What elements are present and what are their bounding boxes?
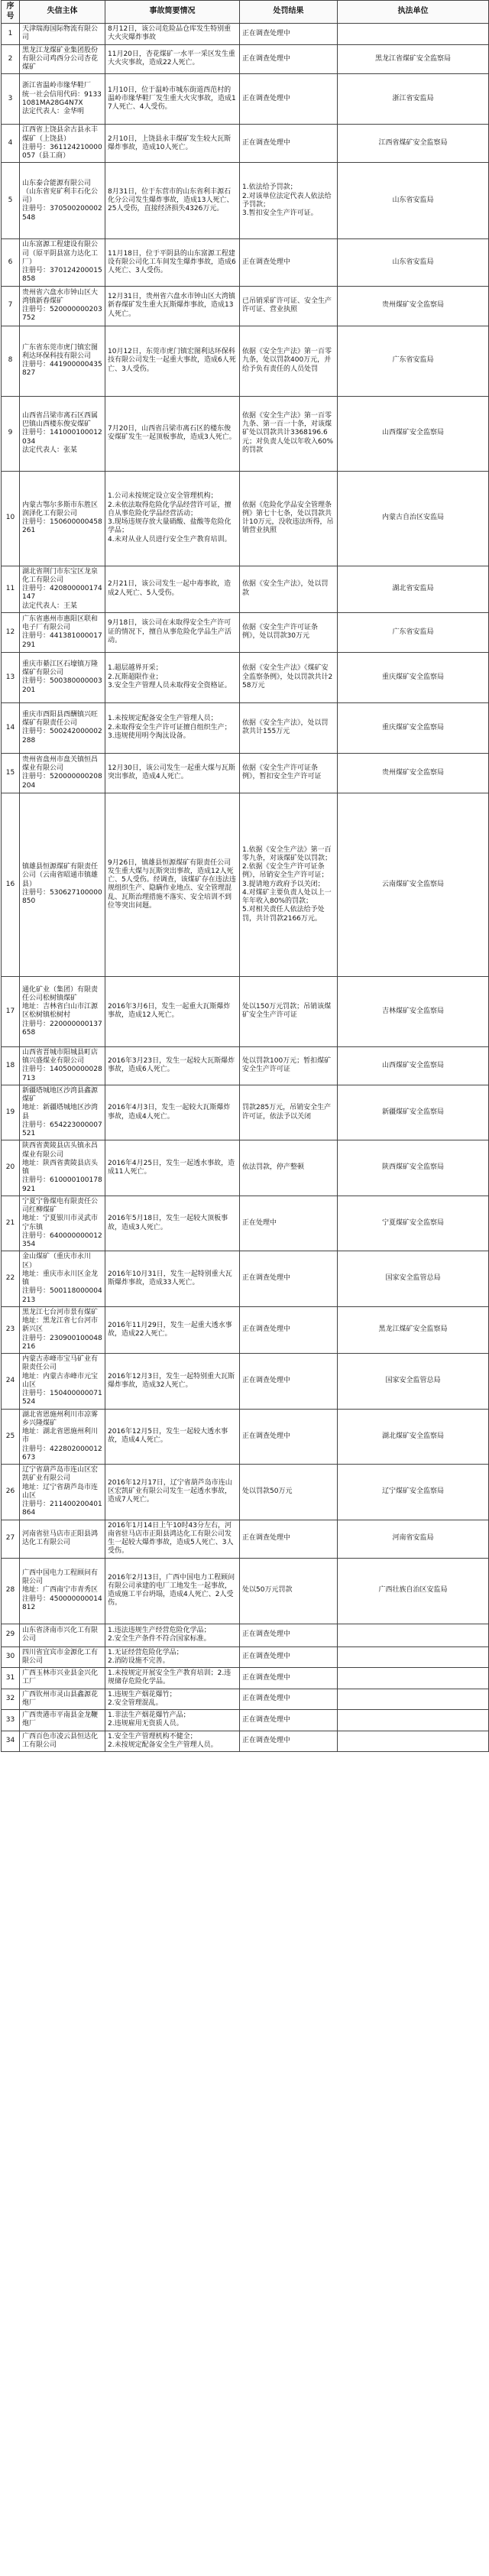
header-incident: 事故简要情况 [105,1,240,24]
row-incident: 1.安全生产管理机构不健全； 2.未按规定配备安全生产管理人员。 [105,1731,240,1752]
row-seq: 7 [2,286,20,326]
table-row [2,286,489,326]
row-subject: 贵州省六盘水市钟山区大湾镇新春煤矿 注册号：520000000203752 [20,286,105,326]
row-result: 1.依据《安全生产法》第一百零九条，对该煤矿处以罚款； 2.依据《安全生产许可证条例》，吊销安全生产许可证； 3.提请地方政府予以关闭； 4.对煤矿主要负责人处以上一年年收入80%的罚款； 5.对相关责任人依法给予处罚，共计罚款2166万元。 [240,793,338,976]
row-incident: 2016年11月29日，发生一起重大透水事故，造成22人死亡。 [105,1306,240,1353]
row-incident: 2月21日，该公司发生一起中毒事故，造成2人死亡、5人受伤。 [105,566,240,612]
row-result: 依据《安全生产许可证条例》，处以罚款30万元 [240,612,338,652]
row-result: 罚款285万元，吊销安全生产许可证，依法予以关闭 [240,1085,338,1140]
row-subject: 广东省东莞市虎门镇宏图利达环保科技有限公司 注册号：441900000435827 [20,326,105,396]
row-result: 处以罚款50万元 [240,1465,338,1520]
row-agency [338,24,489,45]
table-row [2,1465,489,1520]
table-row [2,1046,489,1085]
row-seq: 23 [2,1306,20,1353]
row-result: 正在调查处理中 [240,1731,338,1752]
table-row [2,44,489,74]
row-seq: 21 [2,1196,20,1251]
header-result: 处罚结果 [240,1,338,24]
row-subject: 内蒙古鄂尔多斯市东胜区润泽化工有限公司 注册号：150600000458261 [20,471,105,566]
row-seq: 2 [2,44,20,74]
row-subject: 广东省惠州市惠阳区联和电子厂有限公司 注册号：441381000017291 [20,612,105,652]
table-row [2,326,489,396]
row-incident: 2016年2月13日，广西中国电力工程顾问有限公司承建的电厂工地发生一起事故，造成施工平台坍塌，造成4人死亡、2人受伤。 [105,1558,240,1624]
row-subject: 浙江省温岭市缘华鞋厂 统一社会信用代码：91331081MA28G4N7X 法定代表人：金华明 [20,74,105,125]
row-seq: 29 [2,1624,20,1646]
table-body [2,24,489,1752]
row-subject: 宁夏宁鲁煤电有限责任公司红柳煤矿 地址：宁夏银川市灵武市宁东镇 注册号：640000000012354 [20,1196,105,1251]
row-seq: 24 [2,1354,20,1410]
row-subject: 四川省宜宾市金源化工有限公司 [20,1646,105,1668]
row-agency [338,1710,489,1731]
row-incident: 2016年12月17日，辽宁省葫芦岛市连山区宏凯矿业有限公司发生一起透水事故，造成7人死亡。 [105,1465,240,1520]
row-agency: 山东省安监局 [338,239,489,286]
row-incident: 9月26日，镇雄县恒源煤矿有限责任公司发生重大煤与瓦斯突出事故，造成12人死亡、5人受伤。经调查，该煤矿存在违法违规组织生产、隐瞒作业地点、安全管理混乱、瓦斯治理措施不落实、安全培训不到位等突出问题。 [105,793,240,976]
row-result: 正在调查处理中 [240,1646,338,1668]
table-row [2,1196,489,1251]
row-agency: 广西壮族自治区安监局 [338,1558,489,1624]
row-incident: 2016年3月23日，发生一起较大瓦斯爆炸事故，造成6人死亡。 [105,1046,240,1085]
row-result: 依据《安全生产法》《煤矿安全监察条例》，处以罚款共计258万元 [240,652,338,702]
table-row [2,24,489,45]
row-seq: 14 [2,702,20,753]
row-agency: 山西煤矿安全监察局 [338,1046,489,1085]
row-seq: 22 [2,1251,20,1307]
row-seq: 8 [2,326,20,396]
row-seq: 9 [2,396,20,471]
row-result: 正在调查处理中 [240,1624,338,1646]
row-subject: 山东富源工程建设有限公司（原平阴县富力达化工厂） 注册号：370124200015858 [20,239,105,286]
row-subject: 广西贵港市平南县金龙鞭炮厂 [20,1710,105,1731]
row-incident: 1.违法违规生产经营危险化学品； 2.安全生产条件不符合国家标准。 [105,1624,240,1646]
table-row [2,1520,489,1558]
row-incident: 1.公司未按规定设立安全管理机构； 2.未依法取得危险化学品经营许可证，擅自从事危险化学品经营活动； 3.现场违规存放大量硝酸、盐酸等危险化学品； 4.未对从业人员进行安全生产教育培训。 [105,471,240,566]
row-seq: 19 [2,1085,20,1140]
row-subject: 镇雄县恒源煤矿有限责任公司（云南省昭通市镇雄县） 注册号：530627100000850 [20,793,105,976]
row-subject: 通化矿业（集团）有限责任公司松树镇煤矿 地址：吉林省白山市江源区松树镇松树村 注册号：220000000137658 [20,976,105,1046]
row-incident: 8月31日，位于东营市的山东省利丰源石化分公司发生爆炸事故，造成13人死亡、25人受伤，直接经济损失4326万元。 [105,163,240,239]
row-subject: 广西钦州市灵山县鑫源花炮厂 [20,1689,105,1710]
row-seq: 1 [2,24,20,45]
row-seq: 12 [2,612,20,652]
row-result: 依据《安全生产许可证条例》，暂扣安全生产许可证 [240,753,338,793]
row-agency: 新疆煤矿安全监察局 [338,1085,489,1140]
row-agency: 吉林煤矿安全监察局 [338,976,489,1046]
row-result: 正在调查处理中 [240,1710,338,1731]
document-page [1,0,488,1752]
row-seq: 11 [2,566,20,612]
row-agency: 贵州煤矿安全监察局 [338,286,489,326]
row-incident: 2016年3月6日，发生一起重大瓦斯爆炸事故，造成12人死亡。 [105,976,240,1046]
row-seq: 10 [2,471,20,566]
row-incident: 2016年4月25日，发生一起透水事故，造成11人死亡。 [105,1140,240,1196]
row-subject: 辽宁省葫芦岛市连山区宏凯矿业有限公司 地址：辽宁省葫芦岛市连山区 注册号：211400200401864 [20,1465,105,1520]
row-agency: 内蒙古自治区安监局 [338,471,489,566]
row-seq: 28 [2,1558,20,1624]
row-result: 依据《危险化学品安全管理条例》第七十七条，处以罚款共计10万元，没收违法所得，吊销营业执照 [240,471,338,566]
row-subject: 黑龙江七台河市景有煤矿 地址：黑龙江省七台河市新兴区 注册号：230900100048216 [20,1306,105,1353]
row-agency: 湖北煤矿安全监察局 [338,1409,489,1465]
row-incident: 11月18日，位于平阴县的山东富源工程建设有限公司化工车间发生爆炸事故，造成6人死亡、3人受伤。 [105,239,240,286]
dishonest-entities-table [1,0,489,1752]
row-result: 正在调查处理中 [240,1668,338,1689]
row-subject: 山东省济南市兴化工有限公司 [20,1624,105,1646]
row-agency: 国家安全监管总局 [338,1251,489,1307]
row-result: 依据《安全生产法》第一百零九条、第一百一十条，对该煤矿处以罚款共计3368196.6元；对负责人处以年收入60%的罚款 [240,396,338,471]
row-seq: 13 [2,652,20,702]
row-seq: 33 [2,1710,20,1731]
row-seq: 4 [2,125,20,163]
table-row [2,1668,489,1689]
table-row [2,1731,489,1752]
row-result: 正在处理中 [240,1196,338,1251]
table-row [2,1354,489,1410]
row-incident: 1.未按规定配备安全生产管理人员； 2.未取得安全生产许可证擅自组织生产； 3.违规使用明令淘汰设备。 [105,702,240,753]
row-seq: 26 [2,1465,20,1520]
table-row [2,612,489,652]
table-row [2,1306,489,1353]
row-subject: 内蒙古赤峰市宝马矿业有限责任公司 地址：内蒙古赤峰市元宝山区 注册号：150400000071524 [20,1354,105,1410]
row-agency: 贵州煤矿安全监察局 [338,753,489,793]
row-subject: 重庆市酉阳县酉酬镇兴旺煤矿有限责任公司 注册号：500242000002288 [20,702,105,753]
row-result: 正在调查处理中 [240,239,338,286]
table-row [2,1646,489,1668]
row-seq: 20 [2,1140,20,1196]
row-result: 依据《安全生产法》，处以罚款共计155万元 [240,702,338,753]
row-agency [338,1624,489,1646]
row-agency: 重庆煤矿安全监察局 [338,652,489,702]
table-row [2,1140,489,1196]
row-result: 已吊销采矿许可证、安全生产许可证、营业执照 [240,286,338,326]
row-result: 正在调查处理中 [240,1251,338,1307]
row-subject: 河南省驻马店市正阳县鸿达化工有限公司 [20,1520,105,1558]
row-subject: 山东泰合能源有限公司（山东省兖矿利丰石化公司） 注册号：370500200002548 [20,163,105,239]
row-subject: 天津瑞海国际物流有限公司 [20,24,105,45]
row-subject: 山西省吕梁市离石区西属巴镇山西楼东俊安煤矿 注册号：141000100012034 法定代表人：张某 [20,396,105,471]
table-row [2,1624,489,1646]
row-incident: 2016年1月14日上午10时43分左右，河南省驻马店市正阳县鸿达化工有限公司发生一起较大爆炸事故，造成5人死亡、3人受伤。 [105,1520,240,1558]
row-subject: 江西省上饶县余古县永丰煤矿（上饶县） 注册号：361124210000057（县工商） [20,125,105,163]
row-seq: 18 [2,1046,20,1085]
table-row [2,566,489,612]
row-subject: 陕西省黄陵县店头镇永昌煤业有限公司 地址：陕西省黄陵县店头镇 注册号：610000100178921 [20,1140,105,1196]
table-row [2,1689,489,1710]
row-result: 依据《安全生产法》，处以罚款 [240,566,338,612]
row-subject: 广西玉林市兴业县金兴化工厂 [20,1668,105,1689]
row-agency: 重庆煤矿安全监察局 [338,702,489,753]
row-agency: 江西省煤矿安全监察局 [338,125,489,163]
row-result: 依据《安全生产法》第一百零九条，处以罚款400万元，并给予负有责任的人员处罚 [240,326,338,396]
table-row [2,74,489,125]
table-row [2,1710,489,1731]
row-subject: 湖北省荆门市东宝区龙泉化工有限公司 注册号：420800000174147 法定代表人：王某 [20,566,105,612]
table-row [2,163,489,239]
row-agency: 广东省安监局 [338,612,489,652]
row-agency: 陕西煤矿安全监察局 [338,1140,489,1196]
row-agency: 国家安全监管总局 [338,1354,489,1410]
row-seq: 3 [2,74,20,125]
table-row [2,702,489,753]
row-incident: 2016年4月3日，发生一起较大瓦斯爆炸事故，造成4人死亡。 [105,1085,240,1140]
row-result: 处以罚款100万元；暂扣煤矿安全生产许可证 [240,1046,338,1085]
row-result: 正在调查处理中 [240,1689,338,1710]
row-agency: 辽宁煤矿安全监察局 [338,1465,489,1520]
table-row [2,396,489,471]
table-row [2,1558,489,1624]
row-seq: 32 [2,1689,20,1710]
row-incident: 12月31日，贵州省六盘水市钟山区大湾镇新春煤矿发生重大瓦斯爆炸事故，造成13人死亡。 [105,286,240,326]
row-incident: 2016年10月31日，发生一起特别重大瓦斯爆炸事故，造成33人死亡。 [105,1251,240,1307]
row-subject: 贵州省盘州市盘关镇恒昌煤业有限公司 注册号：520000000208204 [20,753,105,793]
row-seq: 15 [2,753,20,793]
row-agency [338,1646,489,1668]
row-incident: 11月20日，杏花煤矿一水平一采区发生重大火灾事故，造成22人死亡。 [105,44,240,74]
row-incident: 1.非法生产烟花爆竹产品； 2.违规雇用无资质人员。 [105,1710,240,1731]
row-subject: 广西中国电力工程顾问有限公司 地址：广西南宁市青秀区 注册号：450000000014812 [20,1558,105,1624]
row-subject: 重庆市綦江区石壕镇万隆煤矿有限公司 注册号：500380000003201 [20,652,105,702]
row-result: 处以50万元罚款 [240,1558,338,1624]
row-incident: 2016年12月3日，发生一起特别重大瓦斯爆炸事故，造成32人死亡。 [105,1354,240,1410]
table-row [2,793,489,976]
header-subject: 失信主体 [20,1,105,24]
row-agency: 云南煤矿安全监察局 [338,793,489,976]
row-result: 正在调查处理中 [240,24,338,45]
row-incident: 7月20日，山西省吕梁市离石区的楼东俊安煤矿发生一起顶板事故，造成3人死亡。 [105,396,240,471]
row-seq: 31 [2,1668,20,1689]
row-seq: 30 [2,1646,20,1668]
table-row [2,753,489,793]
row-result: 正在调查处理中 [240,1306,338,1353]
row-agency: 宁夏煤矿安全监察局 [338,1196,489,1251]
table-row [2,1251,489,1307]
row-seq: 34 [2,1731,20,1752]
row-incident: 9月18日，该公司在未取得安全生产许可证的情况下，擅自从事危险化学品生产活动。 [105,612,240,652]
row-result: 处以150万元罚款；吊销该煤矿安全生产许可证 [240,976,338,1046]
row-agency: 浙江省安监局 [338,74,489,125]
table-row [2,239,489,286]
row-result: 正在调查处理中 [240,1354,338,1410]
row-agency: 河南省安监局 [338,1520,489,1558]
row-agency [338,1731,489,1752]
table-row [2,125,489,163]
row-result: 正在调查处理中 [240,74,338,125]
row-agency: 湖北省安监局 [338,566,489,612]
row-result: 正在调查处理中 [240,1409,338,1465]
row-agency: 黑龙江煤矿安全监察局 [338,1306,489,1353]
row-seq: 5 [2,163,20,239]
row-subject: 山西省晋城市阳城县町店镇兴盛煤业有限公司 注册号：140500000028713 [20,1046,105,1085]
row-incident: 2016年5月18日，发生一起较大顶板事故，造成3人死亡。 [105,1196,240,1251]
row-incident: 1.违规生产烟花爆竹； 2.安全管理混乱。 [105,1689,240,1710]
row-subject: 黑龙江龙煤矿业集团股份有限公司鸡西分公司杏花煤矿 [20,44,105,74]
row-agency: 山西煤矿安全监察局 [338,396,489,471]
row-seq: 6 [2,239,20,286]
row-incident: 1.未按规定开展安全生产教育培训；2.违规储存危险化学品。 [105,1668,240,1689]
table-row [2,1085,489,1140]
row-subject: 新疆塔城地区沙湾县鑫源煤矿 地址：新疆塔城地区沙湾县 注册号：654223000007521 [20,1085,105,1140]
row-result: 正在调查处理中 [240,1520,338,1558]
table-row [2,652,489,702]
row-incident: 1月10日，位于温岭市城东街道西范村的温岭市缘华鞋厂发生重大火灾事故，造成17人死亡、4人受伤。 [105,74,240,125]
row-subject: 广西百色市凌云县恒达化工有限公司 [20,1731,105,1752]
row-agency [338,1668,489,1689]
row-incident: 10月12日，东莞市虎门镇宏图利达环保科技有限公司发生一起重大事故，造成6人死亡、3人受伤。 [105,326,240,396]
table-row [2,1409,489,1465]
table-row [2,976,489,1046]
header-agency: 执法单位 [338,1,489,24]
row-incident: 2016年12月5日，发生一起较大透水事故，造成4人死亡。 [105,1409,240,1465]
row-result: 1.依法给予罚款； 2.对该单位法定代表人依法给予罚款； 3.暂扣安全生产许可证。 [240,163,338,239]
row-incident: 8月12日，该公司危险品仓库发生特别重大火灾爆炸事故 [105,24,240,45]
row-seq: 17 [2,976,20,1046]
row-incident: 1.无证经营危险化学品； 2.消防设施不完善。 [105,1646,240,1668]
row-subject: 金山煤矿（重庆市永川区） 地址：重庆市永川区金龙镇 注册号：500118000004213 [20,1251,105,1307]
row-seq: 27 [2,1520,20,1558]
row-result: 正在调查处理中 [240,125,338,163]
row-subject: 湖北省恩施州利川市凉雾乡兴隆煤矿 地址：湖北省恩施州利川市 注册号：422802000012673 [20,1409,105,1465]
row-incident: 1.超层越界开采； 2.瓦斯超限作业； 3.安全生产管理人员未取得安全资格证。 [105,652,240,702]
row-agency [338,1689,489,1710]
row-agency: 广东省安监局 [338,326,489,396]
row-incident: 12月30日，该公司发生一起重大煤与瓦斯突出事故，造成4人死亡。 [105,753,240,793]
row-incident: 2月10日，上饶县永丰煤矿发生较大瓦斯爆炸事故，造成10人死亡。 [105,125,240,163]
row-agency: 黑龙江省煤矿安全监察局 [338,44,489,74]
row-result: 正在调查处理中 [240,44,338,74]
table-row [2,471,489,566]
row-agency: 山东省安监局 [338,163,489,239]
header-seq: 序号 [2,1,20,24]
row-result: 依法罚款，停产整顿 [240,1140,338,1196]
table-header-row [2,1,489,24]
row-seq: 25 [2,1409,20,1465]
row-seq: 16 [2,793,20,976]
